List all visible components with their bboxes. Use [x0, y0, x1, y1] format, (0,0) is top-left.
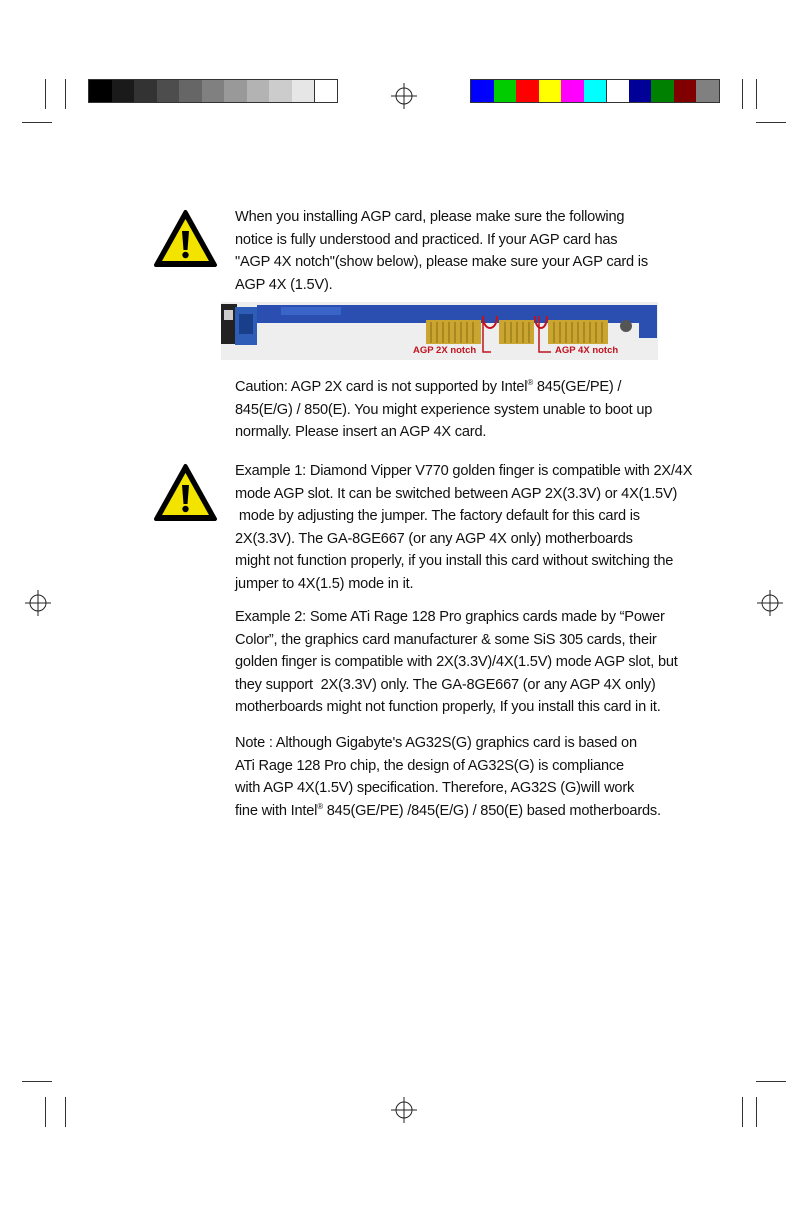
agp-install-warning: [235, 206, 675, 296]
note-line: Note : Although Gigabyte's AG32S(G) graphics card is based on: [235, 735, 637, 751]
gray-swatch: [157, 80, 180, 102]
gray-swatch: [314, 80, 337, 102]
gray-swatch: [134, 80, 157, 102]
agp-4x-notch-label: AGP 4X notch: [555, 345, 619, 356]
warning-line: notice is fully understood and practiced. If your AGP card has: [235, 231, 618, 248]
agp-card-figure: [221, 302, 658, 360]
example-1-line: jumper to 4X(1.5) mode in it.: [235, 575, 414, 592]
agp-2x-notch-label: AGP 2X notch: [413, 345, 477, 356]
registration-target-top-icon: [391, 83, 417, 109]
note-text: 845(GE/PE) /845(E/G) / 850(E) based motherboards.: [322, 802, 661, 819]
registration-target-right-icon: [757, 590, 783, 616]
color-swatch: [584, 80, 607, 102]
caution-text: Caution: AGP 2X card is not supported by Intel: [235, 379, 528, 395]
note-line: with AGP 4X(1.5V) specification. Therefore, AG32S (G)will work: [235, 780, 635, 796]
gray-swatch: [292, 80, 315, 102]
note-paragraph: [235, 732, 675, 822]
process-color-bar: [470, 79, 720, 103]
example-2-line: Example 2: Some ATi Rage 128 Pro graphics cards made by “Power: [235, 609, 665, 625]
warning-line: When you installing AGP card, please make sure the following: [235, 209, 625, 225]
example-2-paragraph: [235, 606, 678, 719]
example-2-line: they support 2X(3.3V) only. The GA-8GE667 (or any AGP 4X only): [235, 676, 656, 693]
caution-text: 845(GE/PE) /: [533, 379, 622, 395]
caution-paragraph: [235, 376, 675, 444]
grayscale-color-bar: [88, 79, 338, 103]
example-1-line: mode AGP slot. It can be switched between AGP 2X(3.3V) or 4X(1.5V): [235, 485, 678, 502]
example-1-line: Example 1: Diamond Vipper V770 golden finger is compatible with 2X/4X: [235, 463, 693, 479]
gray-swatch: [224, 80, 247, 102]
example-1-paragraph: [235, 460, 693, 595]
color-swatch: [516, 80, 539, 102]
warning-icon: [153, 463, 218, 523]
note-text: fine with Intel: [235, 802, 318, 819]
gray-swatch: [269, 80, 292, 102]
note-line: ATi Rage 128 Pro chip, the design of AG32S(G) is compliance: [235, 757, 624, 774]
warning-line: AGP 4X (1.5V).: [235, 276, 333, 293]
color-swatch: [606, 80, 629, 102]
color-swatch: [629, 80, 652, 102]
registration-target-bottom-icon: [391, 1097, 417, 1123]
example-1-line: might not function properly, if you install this card without switching the: [235, 553, 674, 569]
caution-line: normally. Please insert an AGP 4X card.: [235, 424, 487, 440]
color-swatch: [539, 80, 562, 102]
color-swatch: [561, 80, 584, 102]
gray-swatch: [179, 80, 202, 102]
registered-mark: ®: [527, 378, 534, 387]
warning-icon: [153, 209, 218, 269]
registration-target-left-icon: [25, 590, 51, 616]
gray-swatch: [247, 80, 270, 102]
example-1-line: 2X(3.3V). The GA-8GE667 (or any AGP 4X only) motherboards: [235, 530, 633, 547]
gray-swatch: [202, 80, 225, 102]
color-swatch: [696, 80, 719, 102]
color-swatch: [471, 80, 494, 102]
caution-line: 845(E/G) / 850(E). You might experience system unable to boot up: [235, 401, 653, 418]
example-2-line: golden finger is compatible with 2X(3.3V)/4X(1.5V) mode AGP slot, but: [235, 654, 678, 670]
example-2-line: motherboards might not function properly, If you install this card in it.: [235, 699, 661, 715]
color-swatch: [494, 80, 517, 102]
warning-line: "AGP 4X notch"(show below), please make sure your AGP card is: [235, 254, 648, 270]
registered-mark: ®: [317, 801, 323, 811]
gray-swatch: [112, 80, 135, 102]
example-1-line: mode by adjusting the jumper. The factory default for this card is: [235, 508, 640, 524]
gray-swatch: [89, 80, 112, 102]
example-2-line: Color”, the graphics card manufacturer & some SiS 305 cards, their: [235, 631, 657, 648]
color-swatch: [674, 80, 697, 102]
color-swatch: [651, 80, 674, 102]
